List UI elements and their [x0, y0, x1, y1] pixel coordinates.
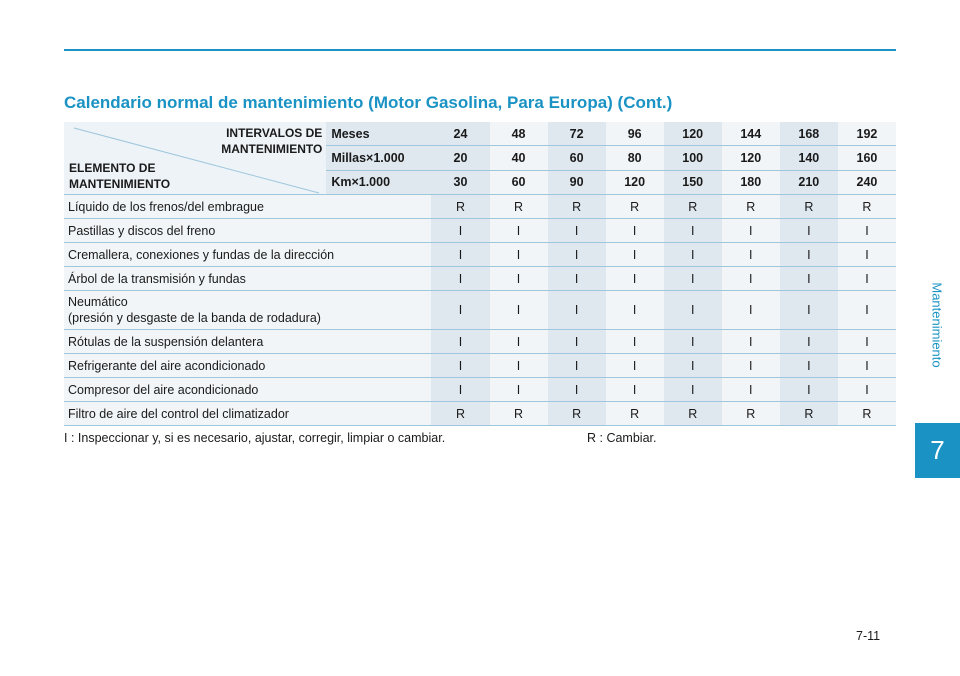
maintenance-item-line: Pastillas y discos del freno: [68, 223, 216, 238]
table-row: [64, 378, 896, 402]
section-side-label-text: Mantenimiento: [929, 282, 945, 368]
interval-value: 30: [431, 170, 489, 194]
action-code: I: [548, 267, 606, 291]
interval-value: 180: [722, 170, 780, 194]
interval-value: 48: [490, 122, 548, 146]
action-code: I: [838, 291, 896, 330]
maintenance-item: [64, 243, 431, 267]
table-row: [64, 354, 896, 378]
action-code: I: [722, 330, 780, 354]
action-code: I: [606, 219, 664, 243]
action-code: I: [780, 267, 838, 291]
interval-unit-label: Meses: [326, 122, 431, 146]
interval-value: 160: [838, 146, 896, 170]
interval-value: 120: [606, 170, 664, 194]
action-code: I: [490, 219, 548, 243]
action-code: R: [722, 195, 780, 219]
interval-value: 96: [606, 122, 664, 146]
action-code: I: [431, 330, 489, 354]
interval-value: 120: [664, 122, 722, 146]
action-code: R: [548, 195, 606, 219]
interval-value: 40: [490, 146, 548, 170]
corner-top-line-2: MANTENIMIENTO: [221, 142, 323, 156]
action-code: I: [780, 291, 838, 330]
action-code: I: [606, 354, 664, 378]
table-row: [64, 243, 896, 267]
action-code: I: [722, 267, 780, 291]
interval-value: 80: [606, 146, 664, 170]
action-code: I: [431, 267, 489, 291]
table-row: [64, 291, 896, 330]
action-code: I: [490, 330, 548, 354]
maintenance-item: [64, 354, 431, 378]
maintenance-table: [64, 122, 896, 426]
action-code: R: [606, 195, 664, 219]
interval-value: 20: [431, 146, 489, 170]
interval-value: 60: [490, 170, 548, 194]
interval-value: 100: [664, 146, 722, 170]
maintenance-item-line: Líquido de los frenos/del embrague: [68, 199, 264, 214]
action-code: I: [548, 291, 606, 330]
action-code: I: [838, 378, 896, 402]
action-code: R: [722, 402, 780, 426]
legend-inspect: I : Inspeccionar y, si es necesario, ajustar, corregir, limpiar o cambiar.: [64, 431, 446, 445]
legend: [64, 431, 657, 445]
interval-value: 60: [548, 146, 606, 170]
action-code: I: [722, 243, 780, 267]
action-code: I: [606, 378, 664, 402]
action-code: R: [664, 402, 722, 426]
action-code: R: [548, 402, 606, 426]
interval-value: 210: [780, 170, 838, 194]
corner-bottom-line-1: ELEMENTO DE: [69, 161, 156, 175]
action-code: I: [431, 378, 489, 402]
action-code: I: [664, 267, 722, 291]
page-number: 7-11: [856, 629, 881, 643]
action-code: I: [722, 291, 780, 330]
table-row: [64, 402, 896, 426]
interval-unit-label: Km×1.000: [326, 170, 431, 194]
table-row: [64, 195, 896, 219]
action-code: I: [664, 354, 722, 378]
action-code: R: [780, 195, 838, 219]
table-row: [64, 330, 896, 354]
maintenance-item: [64, 330, 431, 354]
action-code: R: [431, 402, 489, 426]
action-code: I: [780, 243, 838, 267]
table-row: [64, 219, 896, 243]
action-code: I: [490, 378, 548, 402]
action-code: R: [606, 402, 664, 426]
action-code: R: [664, 195, 722, 219]
action-code: R: [838, 402, 896, 426]
maintenance-item-line: Filtro de aire del control del climatizador: [68, 406, 289, 421]
action-code: R: [490, 195, 548, 219]
maintenance-item-line: Cremallera, conexiones y fundas de la dirección: [68, 247, 335, 262]
action-code: I: [548, 354, 606, 378]
action-code: R: [838, 195, 896, 219]
action-code: I: [780, 330, 838, 354]
action-code: I: [664, 291, 722, 330]
action-code: I: [490, 291, 548, 330]
header-row-months: [64, 122, 896, 146]
page-title: Calendario normal de mantenimiento (Motor Gasolina, Para Europa) (Cont.): [64, 93, 673, 112]
interval-value: 168: [780, 122, 838, 146]
interval-value: 24: [431, 122, 489, 146]
action-code: I: [490, 354, 548, 378]
maintenance-item: [64, 267, 431, 291]
action-code: R: [780, 402, 838, 426]
action-code: R: [431, 195, 489, 219]
corner-intervals-label: [221, 125, 322, 157]
action-code: I: [548, 330, 606, 354]
maintenance-item: [64, 195, 431, 219]
chapter-tab: 7: [915, 423, 960, 478]
corner-top-line-1: INTERVALOS DE: [226, 126, 323, 140]
action-code: I: [838, 267, 896, 291]
legend-replace: R : Cambiar.: [587, 431, 657, 445]
maintenance-item-line: Árbol de la transmisión y fundas: [68, 271, 246, 286]
interval-value: 144: [722, 122, 780, 146]
maintenance-item-line: Refrigerante del aire acondicionado: [68, 358, 266, 373]
maintenance-item: [64, 402, 431, 426]
action-code: I: [431, 219, 489, 243]
table-row: [64, 267, 896, 291]
action-code: R: [490, 402, 548, 426]
action-code: I: [722, 378, 780, 402]
action-code: I: [606, 243, 664, 267]
action-code: I: [548, 219, 606, 243]
maintenance-item: [64, 378, 431, 402]
action-code: I: [548, 243, 606, 267]
corner-bottom-line-2: MANTENIMIENTO: [69, 177, 171, 191]
action-code: I: [664, 330, 722, 354]
interval-value: 240: [838, 170, 896, 194]
action-code: I: [664, 378, 722, 402]
action-code: I: [431, 243, 489, 267]
action-code: I: [780, 354, 838, 378]
interval-value: 140: [780, 146, 838, 170]
action-code: I: [664, 219, 722, 243]
maintenance-item-line: Rótulas de la suspensión delantera: [68, 334, 264, 349]
interval-value: 90: [548, 170, 606, 194]
maintenance-item: [64, 291, 431, 330]
action-code: I: [606, 267, 664, 291]
interval-unit-label: Millas×1.000: [326, 146, 431, 170]
action-code: I: [838, 354, 896, 378]
action-code: I: [431, 291, 489, 330]
action-code: I: [548, 378, 606, 402]
table-corner-header: [64, 122, 326, 195]
action-code: I: [838, 243, 896, 267]
action-code: I: [838, 219, 896, 243]
corner-item-label: [69, 160, 170, 192]
maintenance-item-line: (presión y desgaste de la banda de rodadura): [68, 311, 321, 325]
action-code: I: [780, 219, 838, 243]
action-code: I: [606, 291, 664, 330]
action-code: I: [838, 330, 896, 354]
action-code: I: [490, 243, 548, 267]
action-code: I: [722, 354, 780, 378]
action-code: I: [664, 243, 722, 267]
action-code: I: [780, 378, 838, 402]
action-code: I: [606, 330, 664, 354]
action-code: I: [490, 267, 548, 291]
maintenance-item-line: Compresor del aire acondicionado: [68, 382, 259, 397]
interval-value: 192: [838, 122, 896, 146]
maintenance-item: [64, 219, 431, 243]
action-code: I: [431, 354, 489, 378]
interval-value: 150: [664, 170, 722, 194]
action-code: I: [722, 219, 780, 243]
interval-value: 72: [548, 122, 606, 146]
maintenance-item-line: Neumático: [68, 295, 128, 309]
interval-value: 120: [722, 146, 780, 170]
top-rule: [64, 49, 896, 51]
